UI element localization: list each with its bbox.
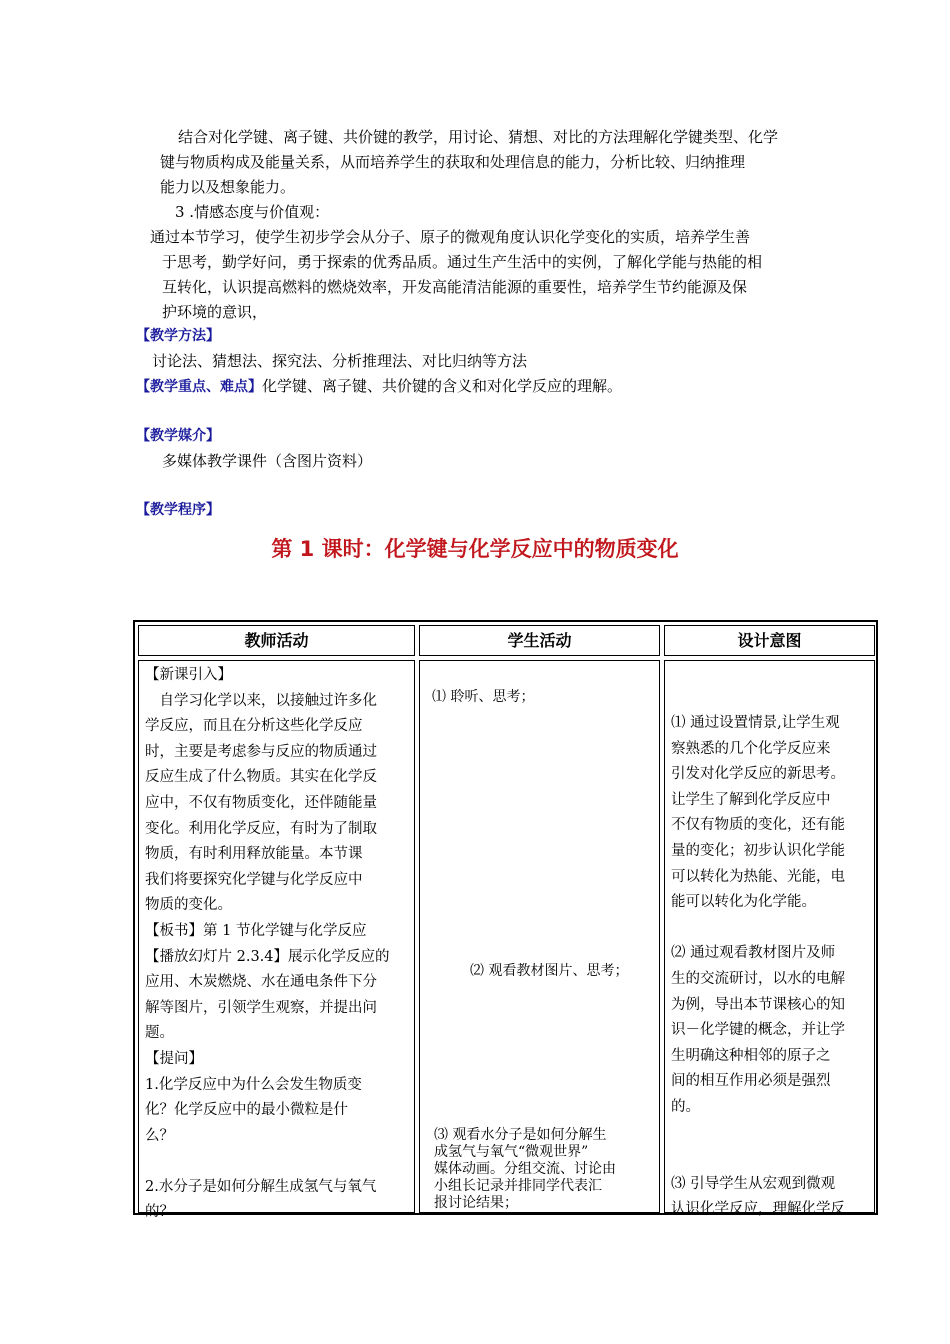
- teacher-activity-cell: [138, 660, 415, 1221]
- design-line: 为例，导出本节课核心的知: [671, 996, 845, 1013]
- design-line: 可以转化为热能、光能，电: [671, 868, 845, 885]
- teacher-line: 题。: [145, 1025, 174, 1042]
- design-lines: [671, 711, 868, 1223]
- design-line: 间的相互作用必须是强烈: [671, 1073, 831, 1090]
- media-text: 多媒体教学课件（含图片资料）: [162, 452, 373, 470]
- teacher-line: 【新课引入】: [145, 667, 232, 683]
- student-step-3-line: 小组长记录并排同学代表汇: [434, 1178, 602, 1194]
- teacher-line: 物质的变化。: [145, 897, 232, 914]
- teacher-lines: [145, 663, 408, 1226]
- teacher-line: 化？化学反应中的最小微粒是什: [145, 1102, 348, 1119]
- method-text: 讨论法、猜想法、探究法、分析推理法、对比归纳等方法: [152, 352, 528, 370]
- design-line: 识－化学键的概念，并让学: [671, 1022, 845, 1039]
- design-line: 让学生了解到化学反应中: [671, 791, 831, 808]
- student-step-3: [434, 1127, 616, 1212]
- teacher-line: 2.水分子是如何分解生成氢气与氧气: [145, 1178, 377, 1195]
- student-step-3-line: ⑶ 观看水分子是如何分解生: [434, 1127, 607, 1143]
- procedure-heading: 【教学程序】: [136, 502, 220, 518]
- lesson-title: 第 1 课时：化学键与化学反应中的物质变化: [271, 537, 679, 561]
- teacher-line: 我们将要探究化学键与化学反应中: [145, 871, 363, 888]
- design-intent-cell: [664, 660, 875, 1218]
- student-step-3-line: 报讨论结果；: [434, 1195, 518, 1211]
- header-student: 学生活动: [419, 625, 660, 656]
- section3-line-2: 于思考，勤学好问，勇于探索的优秀品质。通过生产生活中的实例，了解化学能与热能的相: [162, 253, 763, 271]
- design-line: [671, 916, 868, 942]
- section3-line-1: 通过本节学习，使学生初步学会从分子、原子的微观角度认识化学变化的实质，培养学生善: [150, 228, 751, 246]
- teacher-line: 物质，有时利用释放能量。本节课: [145, 846, 363, 863]
- student-step-2: ⑵ 观看教材图片、思考；: [470, 963, 629, 979]
- teacher-line: 【板书】第 1 节化学键与化学反应: [145, 922, 367, 939]
- design-line: 的。: [671, 1098, 700, 1115]
- design-line: 生明确这种相邻的原子之: [671, 1047, 831, 1064]
- media-heading: 【教学媒介】: [136, 428, 220, 444]
- design-line: ⑴ 通过设置情景,让学生观: [671, 715, 840, 731]
- student-step-1: ⑴ 聆听、思考；: [432, 689, 535, 705]
- teacher-line: [145, 1149, 408, 1175]
- teacher-line: 自学习化学以来，以接触过许多化: [145, 692, 377, 709]
- teacher-line: 应中，不仅有物质变化，还伴随能量: [145, 794, 377, 811]
- intro-line-2: 键与物质构成及能量关系，从而培养学生的获取和处理信息的能力，分析比较、归纳推理: [160, 153, 746, 171]
- header-design: 设计意图: [664, 625, 875, 656]
- design-line: ⑶ 引导学生从宏观到微观: [671, 1175, 836, 1192]
- section3-title: 3 .情感态度与价值观：: [175, 203, 330, 221]
- teacher-line: 解等图片，引领学生观察，并提出问: [145, 999, 377, 1016]
- teacher-line: 变化。利用化学反应，有时为了制取: [145, 820, 377, 837]
- method-heading: 【教学方法】: [136, 328, 220, 344]
- intro-line-3: 能力以及想象能力。: [160, 178, 296, 196]
- design-line: 察熟悉的几个化学反应来: [671, 740, 831, 757]
- teacher-line: 的？: [145, 1204, 174, 1221]
- design-line: 生的交流研讨，以水的电解: [671, 970, 845, 987]
- design-line: 引发对化学反应的新思考。: [671, 766, 845, 783]
- student-activity-cell: [419, 660, 660, 1213]
- teacher-line: 么？: [145, 1127, 174, 1144]
- header-teacher: 教师活动: [138, 625, 415, 656]
- design-line: 能可以转化为化学能。: [671, 894, 816, 911]
- teacher-line: 【提问】: [145, 1050, 203, 1067]
- section3-line-3: 互转化，认识提高燃料的燃烧效率，开发高能清洁能源的重要性，培养学生节约能源及保: [162, 278, 748, 296]
- design-line: 不仅有物质的变化，还有能: [671, 817, 845, 834]
- lesson-table: [133, 620, 878, 1221]
- teacher-line: 反应生成了什么物质。其实在化学反: [145, 769, 377, 786]
- teacher-line: 学反应，而且在分析这些化学反应: [145, 718, 363, 735]
- section3-line-4: 护环境的意识，: [162, 303, 268, 321]
- keypoints-text: 化学键、离子键、共价键的含义和对化学反应的理解。: [262, 377, 623, 395]
- student-step-3-line: 媒体动画。分组交流、讨论由: [434, 1161, 616, 1177]
- design-line: 量的变化；初步认识化学能: [671, 842, 845, 859]
- teacher-line: 应用、木炭燃烧、水在通电条件下分: [145, 974, 377, 991]
- teacher-line: 时，主要是考虑参与反应的物质通过: [145, 743, 377, 760]
- intro-line-1: 结合对化学键、离子键、共价键的教学，用讨论、猜想、对比的方法理解化学键类型、化学: [178, 128, 779, 146]
- design-line: 认识化学反应，理解化学反: [671, 1201, 845, 1218]
- design-line: [671, 1121, 868, 1147]
- design-line: ⑵ 通过观看教材图片及师: [671, 945, 836, 962]
- student-step-3-line: 成氢气与氧气“微观世界”: [434, 1144, 589, 1160]
- keypoints-row: [136, 374, 622, 400]
- design-line: [671, 1146, 868, 1172]
- teacher-line: 1.化学反应中为什么会发生物质变: [145, 1076, 362, 1093]
- teacher-line: 【播放幻灯片 2.3.4】展示化学反应的: [145, 948, 390, 965]
- keypoints-heading: 【教学重点、难点】: [136, 379, 262, 395]
